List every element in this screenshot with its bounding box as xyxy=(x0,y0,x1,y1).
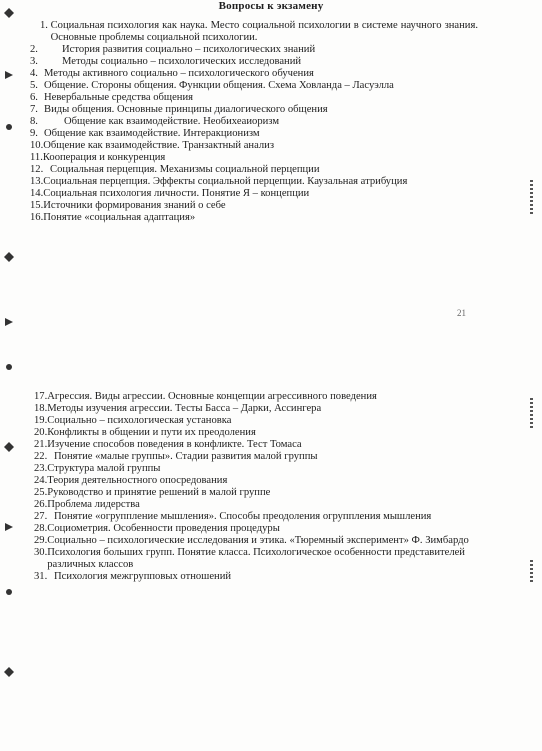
list-item xyxy=(30,44,478,56)
item-number: 14. xyxy=(30,188,44,199)
item-text: Социально – психологические исследования и этика. «Тюремный эксперимент» Ф. Зимбардо xyxy=(47,535,469,546)
item-number: 24. xyxy=(34,475,48,486)
list-item xyxy=(34,415,476,427)
item-number: 3. xyxy=(30,56,38,67)
item-number: 25. xyxy=(34,487,48,498)
item-text: Социальная перцепция. Эффекты социальной перцепции. Каузальная атрибуция xyxy=(43,176,408,187)
list-item xyxy=(30,104,478,116)
item-text: Виды общения. Основные принципы диалогического общения xyxy=(44,104,328,115)
item-number: 21. xyxy=(34,439,48,450)
item-number: 7. xyxy=(30,104,38,115)
item-text: Структура малой группы xyxy=(47,463,161,474)
binder-hole-mark xyxy=(2,440,16,454)
list-item xyxy=(30,56,478,68)
item-number: 30. xyxy=(34,547,48,558)
list-item xyxy=(30,188,478,200)
item-number: 19. xyxy=(34,415,48,426)
list-item xyxy=(34,427,476,439)
list-item xyxy=(34,403,476,415)
list-item xyxy=(30,80,478,92)
item-text: Конфликты в общении и пути их преодоления xyxy=(47,427,256,438)
item-number: 11. xyxy=(30,152,43,163)
list-item xyxy=(34,547,476,571)
item-text: Общение как взаимодействие. Необихеаиоризм xyxy=(64,116,280,127)
item-number: 20. xyxy=(34,427,48,438)
item-text: Проблема лидерства xyxy=(47,499,140,510)
item-number: 22. xyxy=(34,451,48,462)
item-text: Социально – психологическая установка xyxy=(47,415,232,426)
item-number: 15. xyxy=(30,200,44,211)
item-text: Общение как взаимодействие. Интеракционизм xyxy=(44,128,260,139)
list-item xyxy=(30,128,478,140)
scan-edge-artifact xyxy=(530,180,533,214)
binder-hole-mark xyxy=(2,520,16,534)
item-text: Понятие «малые группы». Стадии развития малой группы xyxy=(54,451,318,462)
list-item xyxy=(34,571,476,583)
list-item xyxy=(30,200,478,212)
item-number: 9. xyxy=(30,128,38,139)
item-text: Руководство и принятие решений в малой группе xyxy=(47,487,271,498)
list-item xyxy=(34,535,476,547)
item-number: 27. xyxy=(34,511,48,522)
binder-hole-mark xyxy=(2,585,16,599)
list-item xyxy=(30,92,478,104)
item-text: Методы активного социально – психологического обучения xyxy=(44,68,314,79)
item-number: 5. xyxy=(30,80,38,91)
binder-hole-mark xyxy=(2,120,16,134)
list-item xyxy=(34,475,476,487)
list-item xyxy=(30,20,478,44)
item-text: Методы изучения агрессии. Тесты Басса – Дарки, Ассингера xyxy=(47,403,322,414)
item-number: 17. xyxy=(34,391,48,402)
list-item xyxy=(30,176,478,188)
item-text: Общение. Стороны общения. Функции общения. Схема Ховланда – Ласуэлла xyxy=(44,80,394,91)
list-item xyxy=(34,451,476,463)
list-item xyxy=(30,140,478,152)
binder-hole-mark xyxy=(2,665,16,679)
item-number: 26. xyxy=(34,499,48,510)
list-item xyxy=(34,523,476,535)
item-number: 16. xyxy=(30,212,44,223)
list-item xyxy=(34,439,476,451)
item-text: Психология межгрупповых отношений xyxy=(54,571,232,582)
item-number: 1. xyxy=(40,20,48,31)
item-text: Социальная перцепция. Механизмы социальной перцепции xyxy=(50,164,320,175)
item-text: Агрессия. Виды агрессии. Основные концепции агрессивного поведения xyxy=(47,391,377,402)
list-item xyxy=(34,487,476,499)
item-number: 10. xyxy=(30,140,44,151)
item-number: 29. xyxy=(34,535,48,546)
item-text: Понятие «огруппление мышления». Способы преодоления огруппления мышления xyxy=(54,511,432,522)
item-text: Социальная психология как наука. Место социальной психологии в системе научного знания. Основные проблемы социальной психологии. xyxy=(50,20,478,43)
scan-edge-artifact xyxy=(530,560,533,584)
list-item xyxy=(30,68,478,80)
item-text: Социальная психология личности. Понятие Я – концепции xyxy=(43,188,310,199)
binder-hole-mark xyxy=(2,315,16,329)
item-text: Источники формирования знаний о себе xyxy=(43,200,226,211)
list-item xyxy=(34,391,476,403)
item-number: 6. xyxy=(30,92,38,103)
item-text: Кооперация и конкуренция xyxy=(42,152,166,163)
item-text: Невербальные средства общения xyxy=(44,92,193,103)
item-number: 4. xyxy=(30,68,38,79)
item-text: Общение как взаимодействие. Транзактный анализ xyxy=(43,140,275,151)
item-text: Понятие «социальная адаптация» xyxy=(43,212,196,223)
scan-edge-artifact xyxy=(530,398,533,428)
list-item xyxy=(34,499,476,511)
item-number: 13. xyxy=(30,176,44,187)
item-number: 18. xyxy=(34,403,48,414)
binder-hole-mark xyxy=(2,250,16,264)
item-number: 2. xyxy=(30,44,38,55)
item-text: Изучение способов поведения в конфликте. Тест Томаса xyxy=(47,439,302,450)
item-text: Социометрия. Особенности проведения процедуры xyxy=(47,523,280,534)
list-item xyxy=(30,212,478,224)
binder-hole-mark xyxy=(2,68,16,82)
item-number: 28. xyxy=(34,523,48,534)
page-title: Вопросы к экзамену xyxy=(218,0,324,12)
item-text: Методы социально – психологических исследований xyxy=(62,56,302,67)
page-number: 21 xyxy=(457,308,466,318)
item-number: 23. xyxy=(34,463,48,474)
item-text: Теория деятельностного опосредования xyxy=(47,475,228,486)
list-item xyxy=(30,116,478,128)
list-item xyxy=(34,511,476,523)
list-item xyxy=(30,152,478,164)
question-list-part-1 xyxy=(30,20,478,224)
item-number: 8. xyxy=(30,116,38,127)
binder-hole-mark xyxy=(2,360,16,374)
item-text: Психология больших групп. Понятие класса. Психологическое особенности представителей различных классов xyxy=(47,547,465,570)
list-item xyxy=(30,164,478,176)
item-number: 31. xyxy=(34,571,48,582)
list-item xyxy=(34,463,476,475)
item-number: 12. xyxy=(30,164,44,175)
item-text: История развития социально – психологических знаний xyxy=(62,44,316,55)
question-list-part-2 xyxy=(34,391,476,583)
